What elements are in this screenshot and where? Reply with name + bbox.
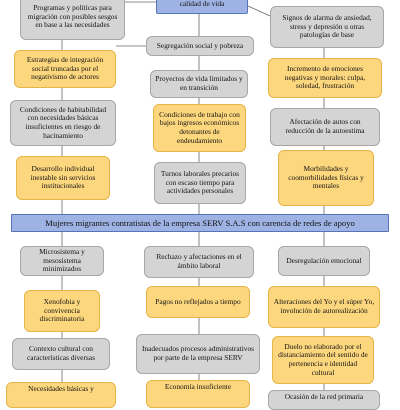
node-segregacion-social: Segregación social y pobreza (146, 36, 254, 56)
node-estrategias-integracion: Estrategias de integración social truncadas por el negativismo de actores (14, 50, 116, 88)
node-alteraciones-yo: Alteraciones del Yo y el súper Yo, involución de autorealización (268, 286, 380, 328)
node-duelo-no-elaborado: Duelo no elaborado por el distanciamiento del sentido de pertenencia e identidad cultural (272, 336, 374, 384)
node-contexto-cultural: Contexto cultural con características diversas (12, 338, 110, 370)
node-pagos-no-reflejados: Pagos no reflejados a tiempo (146, 286, 250, 318)
node-desregulacion-emocional: Desregulación emocional (278, 246, 370, 276)
node-proyectos-vida: Proyectos de vida limitados y en transición (150, 70, 248, 98)
node-incremento-emociones: Incremento de emociones negativas y morales: culpa, soledad, frustración (268, 58, 382, 98)
node-rechazo-laboral: Rechazo y afectaciones en el ámbito laboral (144, 246, 254, 278)
node-microsistema: Microsistema y mesosistema minimizados (20, 246, 104, 276)
node-desarrollo-individual: Desarrollo individual inestable sin servicios institucionales (16, 156, 110, 200)
node-ocasion-red-primaria: Ocasión de la red primaria (268, 390, 380, 410)
node-necesidades-basicas: Necesidades básicas y (6, 382, 116, 408)
node-calidad-de-vida: calidad de vida (156, 0, 248, 14)
node-turnos-laborales: Turnos laborales precarios con escaso tiempo para actividades personales (154, 162, 246, 204)
node-programas-politicas: Programas y políticas para migración con posibles sesgos en base a las necesidades (20, 0, 125, 40)
node-morbilidades: Morbilidades y coomorbilidades físicas y mentales (278, 150, 374, 206)
node-afectacion-autos: Afectación de autos con reducción de la autoestima (270, 108, 380, 146)
node-inadecuados-procesos: Inadecuados procesos administrativos por parte de la empresa SERV (136, 334, 260, 374)
node-condiciones-trabajo: Condiciones de trabajo con bajos ingresos económicos detonantes de endeudamiento (153, 104, 246, 152)
node-xenofobia: Xenofobia y convivencia discriminatoria (24, 290, 100, 332)
node-problema-central: Mujeres migrantes contratistas de la empresa SERV S.A.S con carencia de redes de apoyo (11, 214, 389, 232)
node-economia-insuficiente: Economía insuficiente (146, 380, 250, 408)
node-signos-alarma: Signos de alarma de ansiedad, stress y depresión u otras patologías de base (270, 6, 384, 48)
node-condiciones-habitabilidad: Condiciones de habitabilidad con necesidades básicas insuficientes en riesgo de hacinamiento (10, 100, 116, 146)
